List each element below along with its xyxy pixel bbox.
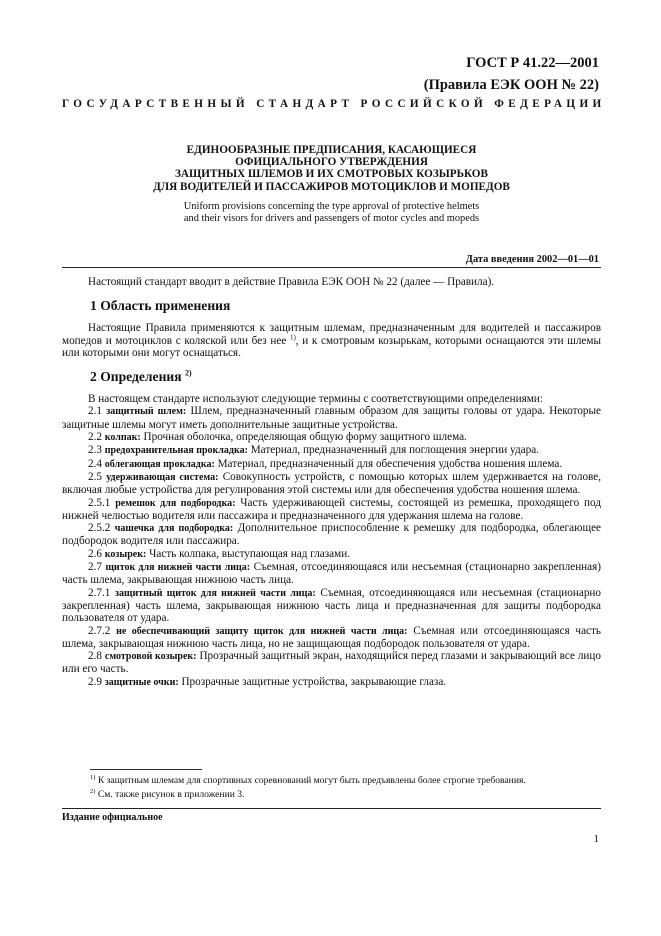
definition-item: 2.5.1 ремешок для подбородка: Часть удерживающей системы, состоящей из ремешка, проходящего под нижней челюстью водителя или пассажира и предназначенного для удержания шлема на голове. [62, 496, 602, 522]
intro-paragraph: Настоящий стандарт вводит в действие Правила ЕЭК ООН № 22 (далее — Правила). [88, 276, 495, 288]
footnote-item: $^{2)}$ См. также рисунок в приложении 3. [90, 787, 245, 800]
footer-divider [62, 808, 601, 809]
gost-number: ГОСТ Р 41.22—2001 [466, 55, 599, 71]
section-1-paragraph: Настоящие Правила применяются к защитным шлемам, предназначенным для водителей и пассажиров мопедов и мотоциклов с коляской или без нее $^{1)}$, и к смотровым козырькам, которыми оснащаются эти шлемы или которыми они могут оснащаться. [62, 322, 601, 359]
definition-term: удерживающая система: [106, 471, 219, 483]
definition-item: 2.5.2 чашечка для подбородка: Дополнительное приспособление к ремешку для подбородка, облегающее подбородок водителя или пассажира. [62, 522, 601, 548]
definition-item: 2.7.2 не обеспечивающий защиту щиток для нижней части лица: Съемная или отсоединяющаяся часть шлема, закрывающая нижнюю часть лица, но не защищающая подбородок пользователя от удара. [62, 624, 601, 650]
document-designation [424, 52, 599, 96]
definition-item: 2.9 защитные очки: Прозрачные защитные устройства, закрывающие глаза. [88, 675, 447, 688]
document-body [62, 276, 601, 689]
definition-term: ремешок для подбородка: [115, 497, 236, 509]
header-divider [62, 267, 601, 268]
title-line: ОФИЦИАЛЬНОГО УТВЕРЖДЕНИЯ [235, 156, 428, 169]
definition-item: 2.3 предохранительная прокладка: Материал, предназначенный для поглощения энергии удара. [88, 444, 539, 457]
footnotes [90, 774, 601, 802]
definitions-lead: В настоящем стандарте используют следующие термины с соответствующими определениями: [88, 393, 543, 406]
section-2-heading: 2 Определения $^{2)}$ [90, 368, 192, 385]
ece-rules-number: (Правила ЕЭК ООН № 22) [423, 77, 599, 93]
definition-term: защитный шлем: [106, 406, 187, 418]
english-title [62, 201, 601, 226]
definition-item: 2.4 облегающая прокладка: Материал, предназначенный для обеспечения удобства ношения шлема. [88, 457, 563, 470]
introduction-date: Дата введения 2002—01—01 [465, 254, 599, 265]
edition-label: Издание официальное [62, 812, 163, 823]
title-line: ДЛЯ ВОДИТЕЛЕЙ И ПАССАЖИРОВ МОТОЦИКЛОВ И МОПЕДОВ [153, 180, 510, 193]
page-number: 1 [593, 833, 599, 845]
footnote-divider [90, 769, 202, 770]
definition-term: колпак: [104, 432, 141, 444]
title-line: ЗАЩИТНЫХ ШЛЕМОВ И ИХ СМОТРОВЫХ КОЗЫРЬКОВ [175, 168, 488, 181]
definition-term: смотровой козырек: [104, 651, 197, 663]
definition-term: защитные очки: [104, 676, 179, 688]
definition-term: козырек: [104, 548, 147, 560]
definition-item: 2.1 защитный шлем: Шлем, предназначенный главным образом для защиты головы от удара. Некоторые защитные шлемы могут иметь дополнительные защитные устройства. [62, 405, 601, 431]
section-1-heading: 1 Область применения [90, 298, 231, 314]
footnote-ref-1: 1) [289, 332, 296, 341]
state-standard-banner: ГОСУДАРСТВЕННЫЙ СТАНДАРТ РОССИЙСКОЙ ФЕДЕРАЦИИ [62, 98, 606, 110]
title-line: ЕДИНООБРАЗНЫЕ ПРЕДПИСАНИЯ, КАСАЮЩИЕСЯ [186, 144, 477, 156]
definition-term: предохранительная прокладка: [104, 445, 248, 457]
document-title [62, 144, 601, 193]
english-title-line: and their visors for drivers and passengers of motor cycles and mopeds [183, 213, 480, 225]
definition-term: не обеспечивающий защиту щиток для нижней части лица: [116, 625, 408, 637]
english-title-line: Uniform provisions concerning the type approval of protective helmets [183, 201, 480, 212]
footnote-ref-2: 2) [185, 368, 192, 378]
footnote-item: $^{1)}$ К защитным шлемам для спортивных соревнований могут быть предъявлены более строгие требования. [90, 773, 526, 786]
definition-item: 2.5 удерживающая система: Совокупность устройств, с помощью которых шлем удерживается на голове, включая любые устройства для регулирования этой системы или для обеспечения удобства ношения шлема. [62, 470, 602, 497]
definition-item: 2.7.1 защитный щиток для нижней части лица: Съемная, отсоединяющаяся или несъемная (стационарно закрепленная) часть шлема, закрывающая нижнюю часть лица и предназначенная для защиты подбородка пользователя от удара. [62, 586, 602, 625]
definition-term: защитный щиток для нижней части лица: [114, 587, 316, 599]
definition-term: облегающая прокладка: [104, 458, 215, 470]
definition-item: 2.8 смотровой козырек: Прозрачный защитный экран, находящийся перед глазами и закрывающий все лицо или его часть. [62, 650, 601, 676]
definition-item: 2.2 колпак: Прочная оболочка, определяющая общую форму защитного шлема. [88, 431, 467, 444]
definition-term: чашечка для подбородка: [114, 523, 234, 535]
definition-term: щиток для нижней части лица: [105, 562, 251, 574]
definition-item: 2.6 козырек: Часть колпака, выступающая над глазами. [88, 547, 350, 560]
definition-item: 2.7 щиток для нижней части лица: Съемная, отсоединяющаяся или несъемная (стационарно закрепленная) часть шлема, закрывающая нижнюю часть лица. [62, 561, 602, 587]
